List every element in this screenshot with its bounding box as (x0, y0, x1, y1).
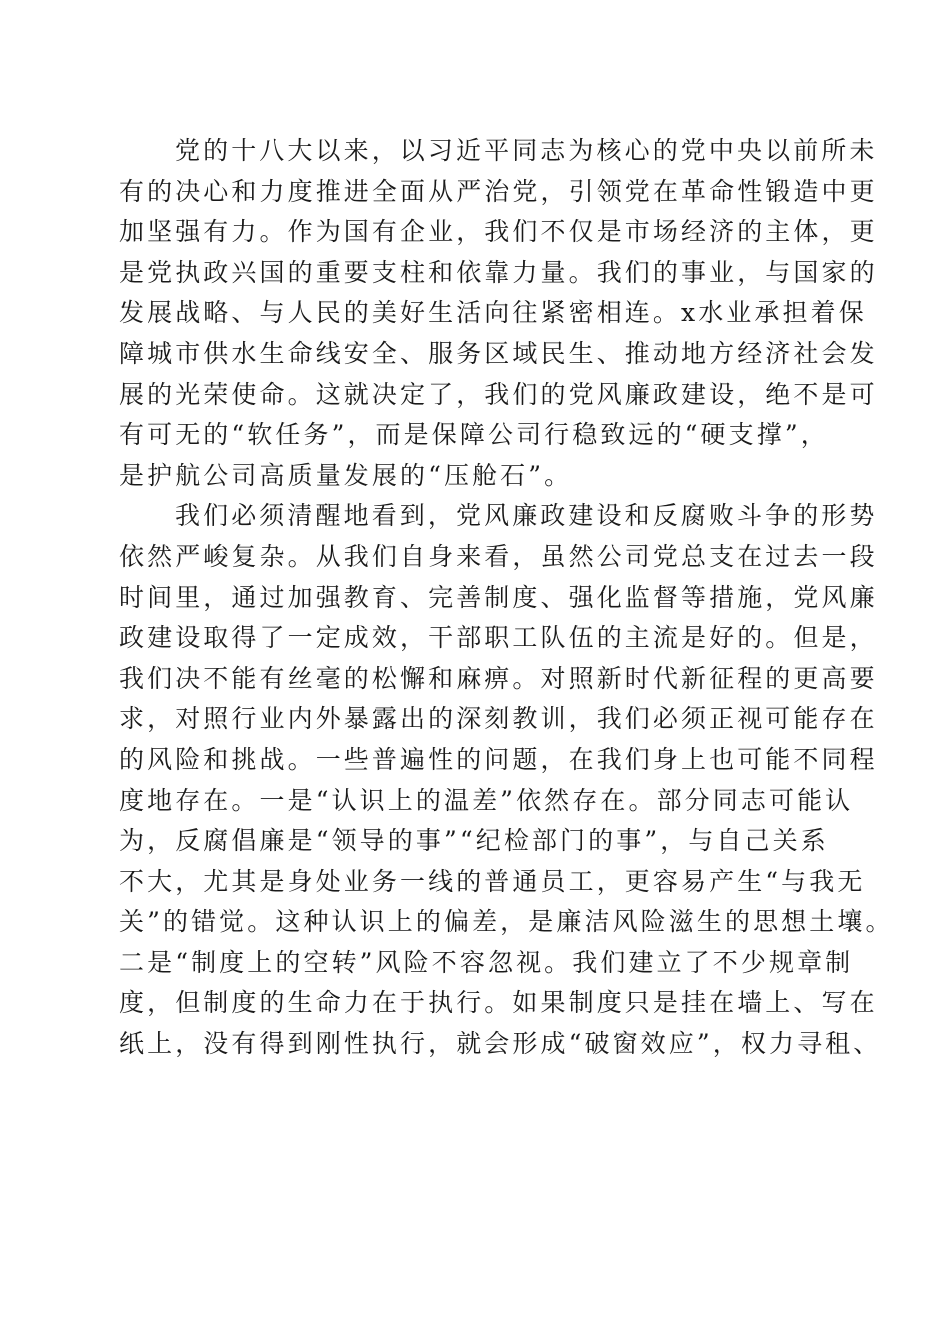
text-line: 加坚强有力。作为国有企业，我们不仅是市场经济的主体，更 (119, 217, 878, 247)
text-line: 是党执政兴国的重要支柱和依靠力量。我们的事业，与国家的 (119, 257, 878, 287)
text-line: 依然严峻复杂。从我们自身来看，虽然公司党总支在过去一段 (119, 541, 878, 571)
text-line: 时间里，通过加强教育、完善制度、强化监督等措施，党风廉 (119, 582, 878, 612)
text-line: 党的十八大以来，以习近平同志为核心的党中央以前所未 (175, 136, 878, 165)
paragraph-2 (119, 496, 894, 1064)
text-line: 发展战略、与人民的美好生活向往紧密相连。x水业承担着保 (119, 298, 867, 328)
text-line: 关”的错觉。这种认识上的偏差，是廉洁风险滋生的思想土壤。 (119, 907, 894, 937)
text-line: 度地存在。一是“认识上的温差”依然存在。部分同志可能认 (119, 785, 854, 815)
text-line: 障城市供水生命线安全、服务区域民生、推动地方经济社会发 (119, 338, 878, 368)
text-line: 展的光荣使命。这就决定了，我们的党风廉政建设，绝不是可 (119, 379, 878, 409)
text-line: 度，但制度的生命力在于执行。如果制度只是挂在墙上、写在 (119, 988, 878, 1018)
text-line: 有的决心和力度推进全面从严治党，引领党在革命性锻造中更 (119, 176, 878, 206)
text-line: 的风险和挑战。一些普遍性的问题，在我们身上也可能不同程 (119, 744, 878, 774)
text-line: 求，对照行业内外暴露出的深刻教训，我们必须正视可能存在 (119, 704, 878, 734)
text-line: 我们决不能有丝毫的松懈和麻痹。对照新时代新征程的更高要 (119, 663, 878, 693)
text-line: 二是“制度上的空转”风险不容忽视。我们建立了不少规章制 (119, 947, 854, 977)
paragraph-1 (119, 131, 878, 496)
text-line: 有可无的“软任务”，而是保障公司行稳致远的“硬支撑”， (119, 420, 829, 450)
text-line: 政建设取得了一定成效，干部职工队伍的主流是好的。但是， (119, 623, 878, 653)
text-line: 纸上，没有得到刚性执行，就会形成“破窗效应”，权力寻租、 (119, 1029, 882, 1059)
document-body (119, 131, 894, 1065)
text-line: 是护航公司高质量发展的“压舱石”。 (119, 460, 573, 490)
text-line: 不大，尤其是身处业务一线的普通员工，更容易产生“与我无 (119, 866, 866, 896)
text-line: 我们必须清醒地看到，党风廉政建设和反腐败斗争的形势 (175, 501, 878, 531)
text-line: 为，反腐倡廉是“领导的事”“纪检部门的事”，与自己关系 (119, 826, 829, 856)
